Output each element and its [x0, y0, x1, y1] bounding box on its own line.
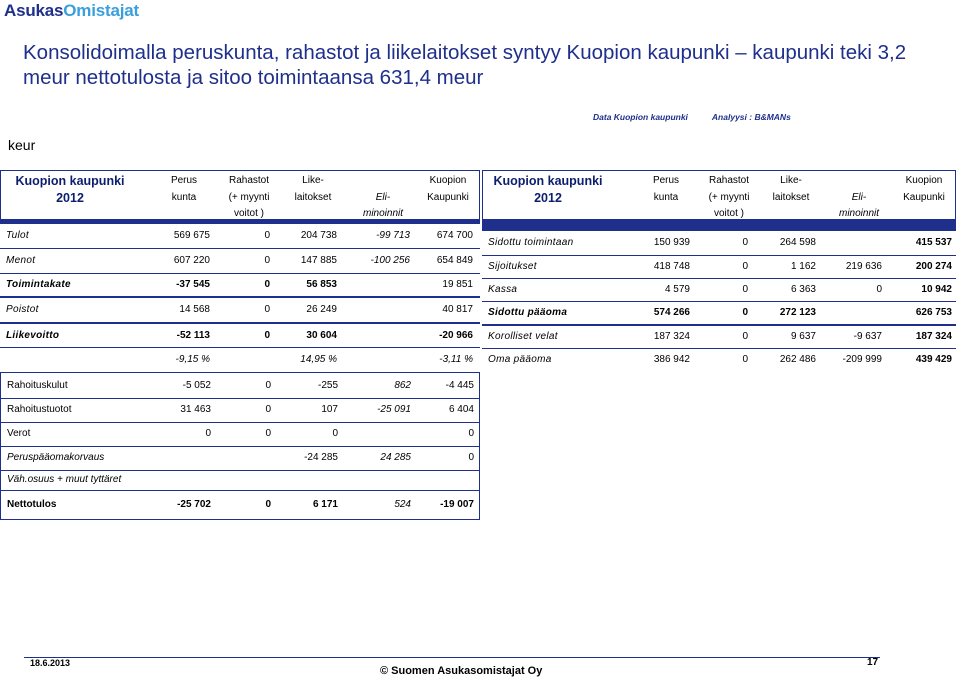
table-row — [0, 298, 480, 322]
right-table-header — [482, 170, 956, 223]
cell-perus: -25 702 — [177, 499, 211, 510]
cell-like: 14,95 % — [300, 353, 337, 365]
cell-perus: 0 — [205, 428, 211, 439]
header-kuopion: Kuopion — [429, 175, 467, 186]
cell-total: 187 324 — [915, 331, 952, 342]
source-line — [593, 112, 791, 122]
table-row — [482, 256, 956, 278]
header-year: 2012 — [56, 191, 84, 205]
cell-eli: -99 713 — [376, 230, 410, 241]
header-entity: Kuopion kaupunki — [493, 174, 603, 188]
cell-perus: -5 052 — [182, 380, 211, 391]
row-label: Sidottu toimintaan — [488, 237, 574, 248]
cell-total: 626 753 — [915, 307, 952, 318]
header-kunta: kunta — [653, 192, 679, 203]
cell-perus: 386 942 — [653, 354, 690, 365]
row-divider — [1, 490, 479, 491]
page-number: 17 — [867, 657, 879, 668]
cell-total: -3,11 % — [439, 353, 473, 365]
row-label: Kassa — [488, 284, 518, 295]
row-label: Tulot — [6, 230, 29, 241]
cell-total: 0 — [468, 452, 474, 463]
header-entity: Kuopion kaupunki — [15, 174, 125, 188]
cell-like: 107 — [321, 404, 338, 415]
footer-date: 18.6.2013 — [30, 658, 71, 668]
row-label: Rahoituskulut — [7, 380, 68, 391]
header-myynti: (+ myynti — [708, 192, 750, 203]
cell-like: 272 123 — [779, 307, 816, 318]
cell-like: 30 604 — [306, 329, 337, 341]
cell-total: 19 851 — [442, 279, 473, 290]
header-like: Like- — [302, 175, 324, 186]
cell-like: 262 486 — [779, 354, 816, 365]
row-label: Nettotulos — [7, 499, 57, 510]
header-like: Like- — [780, 175, 802, 186]
cell-rahastot: 0 — [742, 284, 748, 295]
cell-total: 6 404 — [448, 404, 474, 415]
header-voitot: voitot ) — [713, 208, 744, 219]
cell-rahastot: 0 — [264, 279, 270, 290]
cell-perus: 187 324 — [653, 331, 690, 342]
cell-rahastot: 0 — [264, 230, 270, 241]
cell-eli: 0 — [876, 284, 882, 295]
table-row — [0, 249, 480, 273]
cell-like: 9 637 — [790, 331, 816, 342]
brand-part-1: Asukas — [4, 1, 64, 20]
table-row — [1, 423, 479, 445]
row-label: Verot — [7, 428, 31, 439]
cell-total: -19 007 — [440, 499, 474, 510]
header-eli: Eli- — [375, 192, 391, 203]
header-laitokset: laitokset — [772, 192, 810, 203]
cell-rahastot: 0 — [264, 304, 270, 315]
financing-table — [0, 372, 480, 520]
cell-rahastot: 0 — [264, 329, 270, 341]
cell-total: -4 445 — [445, 380, 474, 391]
table-row — [1, 447, 479, 469]
table-row — [1, 399, 479, 421]
cell-perus: 31 463 — [180, 404, 211, 415]
header-perus: Perus — [170, 175, 198, 186]
header-rahastot: Rahastot — [228, 175, 270, 186]
footer-divider — [24, 657, 880, 658]
unit-label: keur — [8, 137, 36, 153]
table-row — [0, 348, 480, 371]
cell-total: -20 966 — [439, 329, 473, 341]
row-label: Poistot — [6, 304, 39, 315]
left-table-header — [0, 170, 480, 223]
cell-total: 439 429 — [915, 354, 952, 365]
table-row — [0, 324, 480, 347]
row-label: Väh.osuus + muut tyttäret — [7, 474, 122, 485]
balance-table — [482, 222, 956, 371]
cell-like: -255 — [317, 380, 338, 391]
cell-perus: 150 939 — [653, 237, 690, 248]
cell-rahastot: 0 — [265, 404, 271, 415]
cell-total: 200 274 — [915, 261, 952, 272]
header-kaupunki: Kaupunki — [903, 192, 945, 203]
table-row — [1, 375, 479, 397]
table-row — [482, 231, 956, 255]
row-label: Oma pääoma — [488, 354, 552, 365]
cell-rahastot: 0 — [742, 261, 748, 272]
row-label: Menot — [6, 255, 36, 266]
cell-rahastot: 0 — [742, 331, 748, 342]
brand-part-2: Omistajat — [63, 1, 139, 20]
table-row — [1, 492, 479, 518]
header-perus: Perus — [652, 175, 680, 186]
cell-eli: 862 — [394, 380, 411, 391]
cell-like: 1 162 — [790, 261, 816, 272]
cell-total: 0 — [468, 428, 474, 439]
row-label: Liikevoitto — [6, 329, 60, 341]
cell-eli: 24 285 — [380, 452, 411, 463]
cell-like: 26 249 — [306, 304, 337, 315]
cell-like: 56 853 — [306, 279, 337, 290]
header-minoinnit: minoinnit — [838, 208, 880, 219]
cell-perus: 14 568 — [179, 304, 210, 315]
row-label: Toimintakate — [6, 279, 71, 290]
cell-eli: 219 636 — [845, 261, 882, 272]
header-eli: Eli- — [851, 192, 867, 203]
table-row — [482, 279, 956, 301]
cell-rahastot: 0 — [264, 255, 270, 266]
header-myynti: (+ myynti — [228, 192, 270, 203]
row-label: Rahoitustuotot — [7, 404, 72, 415]
cell-rahastot: 0 — [742, 354, 748, 365]
header-rahastot: Rahastot — [708, 175, 750, 186]
cell-perus: -52 113 — [176, 329, 210, 341]
cell-perus: -9,15 % — [175, 353, 210, 365]
table-row — [0, 274, 480, 296]
table-row — [482, 326, 956, 348]
table-row — [482, 349, 956, 371]
cell-like: 264 598 — [779, 237, 816, 248]
cell-eli: 524 — [394, 499, 411, 510]
cell-perus: 4 579 — [664, 284, 690, 295]
income-table — [0, 222, 480, 371]
brand-logo — [4, 1, 139, 21]
cell-rahastot: 0 — [742, 237, 748, 248]
cell-eli: -209 999 — [842, 354, 882, 365]
cell-total: 415 537 — [915, 237, 952, 248]
table-row — [482, 302, 956, 324]
header-year: 2012 — [534, 191, 562, 205]
cell-like: 147 885 — [300, 255, 337, 266]
table-row — [0, 224, 480, 248]
footer-copyright: © Suomen Asukasomistajat Oy — [380, 665, 543, 677]
row-label: Sidottu pääoma — [488, 307, 568, 318]
cell-eli: -25 091 — [377, 404, 411, 415]
cell-perus: 418 748 — [653, 261, 690, 272]
cell-like: 0 — [332, 428, 338, 439]
header-laitokset: laitokset — [294, 192, 332, 203]
cell-perus: 574 266 — [653, 307, 690, 318]
cell-total: 654 849 — [436, 255, 473, 266]
cell-perus: -37 545 — [176, 279, 210, 290]
cell-eli: -100 256 — [370, 255, 410, 266]
cell-like: 6 171 — [312, 499, 338, 510]
cell-perus: 607 220 — [173, 255, 210, 266]
page-title: Konsolidoimalla peruskunta, rahastot ja liikelaitokset syntyy Kuopion kaupunki – kaupunki teki 3,2 meur nettotulosta ja sitoo toimintaansa 631,4 meur — [23, 41, 907, 89]
cell-rahastot: 0 — [265, 499, 271, 510]
cell-like: 204 738 — [300, 230, 337, 241]
total-cell — [412, 224, 475, 248]
header-minoinnit: minoinnit — [362, 208, 404, 219]
row-label: Korolliset velat — [488, 331, 558, 342]
row-label: Peruspääomakorvaus — [7, 452, 105, 463]
header-voitot: voitot ) — [233, 208, 264, 219]
header-kaupunki: Kaupunki — [427, 192, 469, 203]
cell-perus: 569 675 — [173, 230, 210, 241]
table-row — [1, 471, 479, 489]
cell-rahastot: 0 — [265, 428, 271, 439]
cell-like: -24 285 — [304, 452, 338, 463]
cell-total: 10 942 — [921, 284, 952, 295]
header-kunta: kunta — [171, 192, 197, 203]
header-kuopion: Kuopion — [905, 175, 943, 186]
cell-total: 40 817 — [442, 304, 473, 315]
cell-total: 674 700 — [436, 230, 473, 241]
source-data: Data Kuopion kaupunki — [593, 112, 688, 122]
cell-rahastot: 0 — [742, 307, 748, 318]
row-label: Sijoitukset — [488, 261, 537, 272]
cell-rahastot: 0 — [265, 380, 271, 391]
source-analysis: Analyysi : B&MANs — [711, 112, 791, 122]
cell-like: 6 363 — [790, 284, 816, 295]
cell-eli: -9 637 — [853, 331, 882, 342]
